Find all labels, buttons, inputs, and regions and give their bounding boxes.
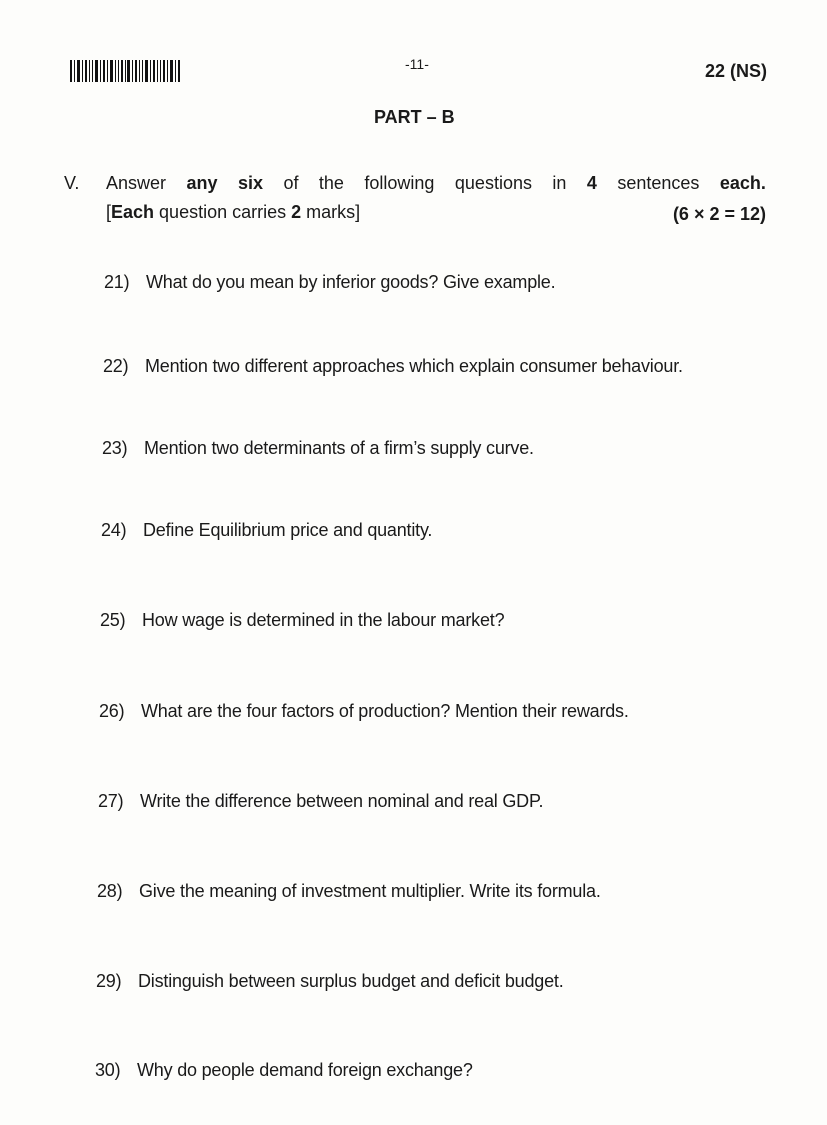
instruction-word: the <box>318 173 344 193</box>
question-item <box>99 701 629 722</box>
note-marks: 2 <box>291 202 302 222</box>
question-text: Distinguish between surplus budget and deficit budget. <box>138 971 564 991</box>
question-number: 22) <box>103 356 129 376</box>
instruction-word: sentences <box>617 173 700 193</box>
instruction-line <box>106 173 766 194</box>
question-number: 29) <box>96 971 122 991</box>
note-end: marks] <box>301 202 361 222</box>
question-text: What do you mean by inferior goods? Give example. <box>146 272 556 292</box>
question-text: What are the four factors of production? Mention their rewards. <box>141 701 629 721</box>
section-title: PART – B <box>374 107 455 127</box>
marks-total: (6 × 2 = 12) <box>672 204 766 224</box>
question-item <box>104 272 555 293</box>
paper-code: 22 (NS) <box>704 61 767 81</box>
question-text: Write the difference between nominal and real GDP. <box>140 791 544 811</box>
question-item <box>100 610 504 631</box>
question-number: 23) <box>102 438 128 458</box>
instruction-word: following <box>364 173 435 193</box>
instruction-word: 4 <box>586 173 597 193</box>
note-bracket: [ <box>106 202 112 222</box>
marks-note <box>106 202 360 223</box>
question-item <box>98 791 543 812</box>
note-each: Each <box>111 202 155 222</box>
question-number: 30) <box>95 1060 121 1080</box>
question-text: Mention two different approaches which explain consumer behaviour. <box>145 356 683 376</box>
question-number: 26) <box>99 701 125 721</box>
instruction-word: questions <box>454 173 532 193</box>
question-number: 27) <box>98 791 124 811</box>
question-text: How wage is determined in the labour market? <box>142 610 505 630</box>
instruction-word: each. <box>719 173 766 193</box>
section-numeral: V. <box>64 173 80 193</box>
question-item <box>102 438 534 459</box>
barcode <box>70 60 182 82</box>
question-item <box>95 1060 473 1081</box>
note-text: question carries <box>154 202 292 222</box>
instruction-word: in <box>552 173 567 193</box>
question-number: 24) <box>101 520 127 540</box>
instruction-word: of <box>283 173 299 193</box>
instruction-word: six <box>237 173 263 193</box>
question-item <box>101 520 432 541</box>
instruction-word: Answer <box>106 173 167 193</box>
question-number: 28) <box>97 881 123 901</box>
question-number: 21) <box>104 272 130 292</box>
instruction-word: any <box>186 173 218 193</box>
question-item <box>103 356 683 377</box>
question-item <box>96 971 564 992</box>
question-number: 25) <box>100 610 126 630</box>
question-text: Define Equilibrium price and quantity. <box>143 520 433 540</box>
question-text: Mention two determinants of a firm’s supply curve. <box>144 438 534 458</box>
question-item <box>97 881 601 902</box>
page-number: -11- <box>405 56 429 72</box>
question-text: Why do people demand foreign exchange? <box>137 1060 473 1080</box>
question-text: Give the meaning of investment multiplier. Write its formula. <box>139 881 601 901</box>
